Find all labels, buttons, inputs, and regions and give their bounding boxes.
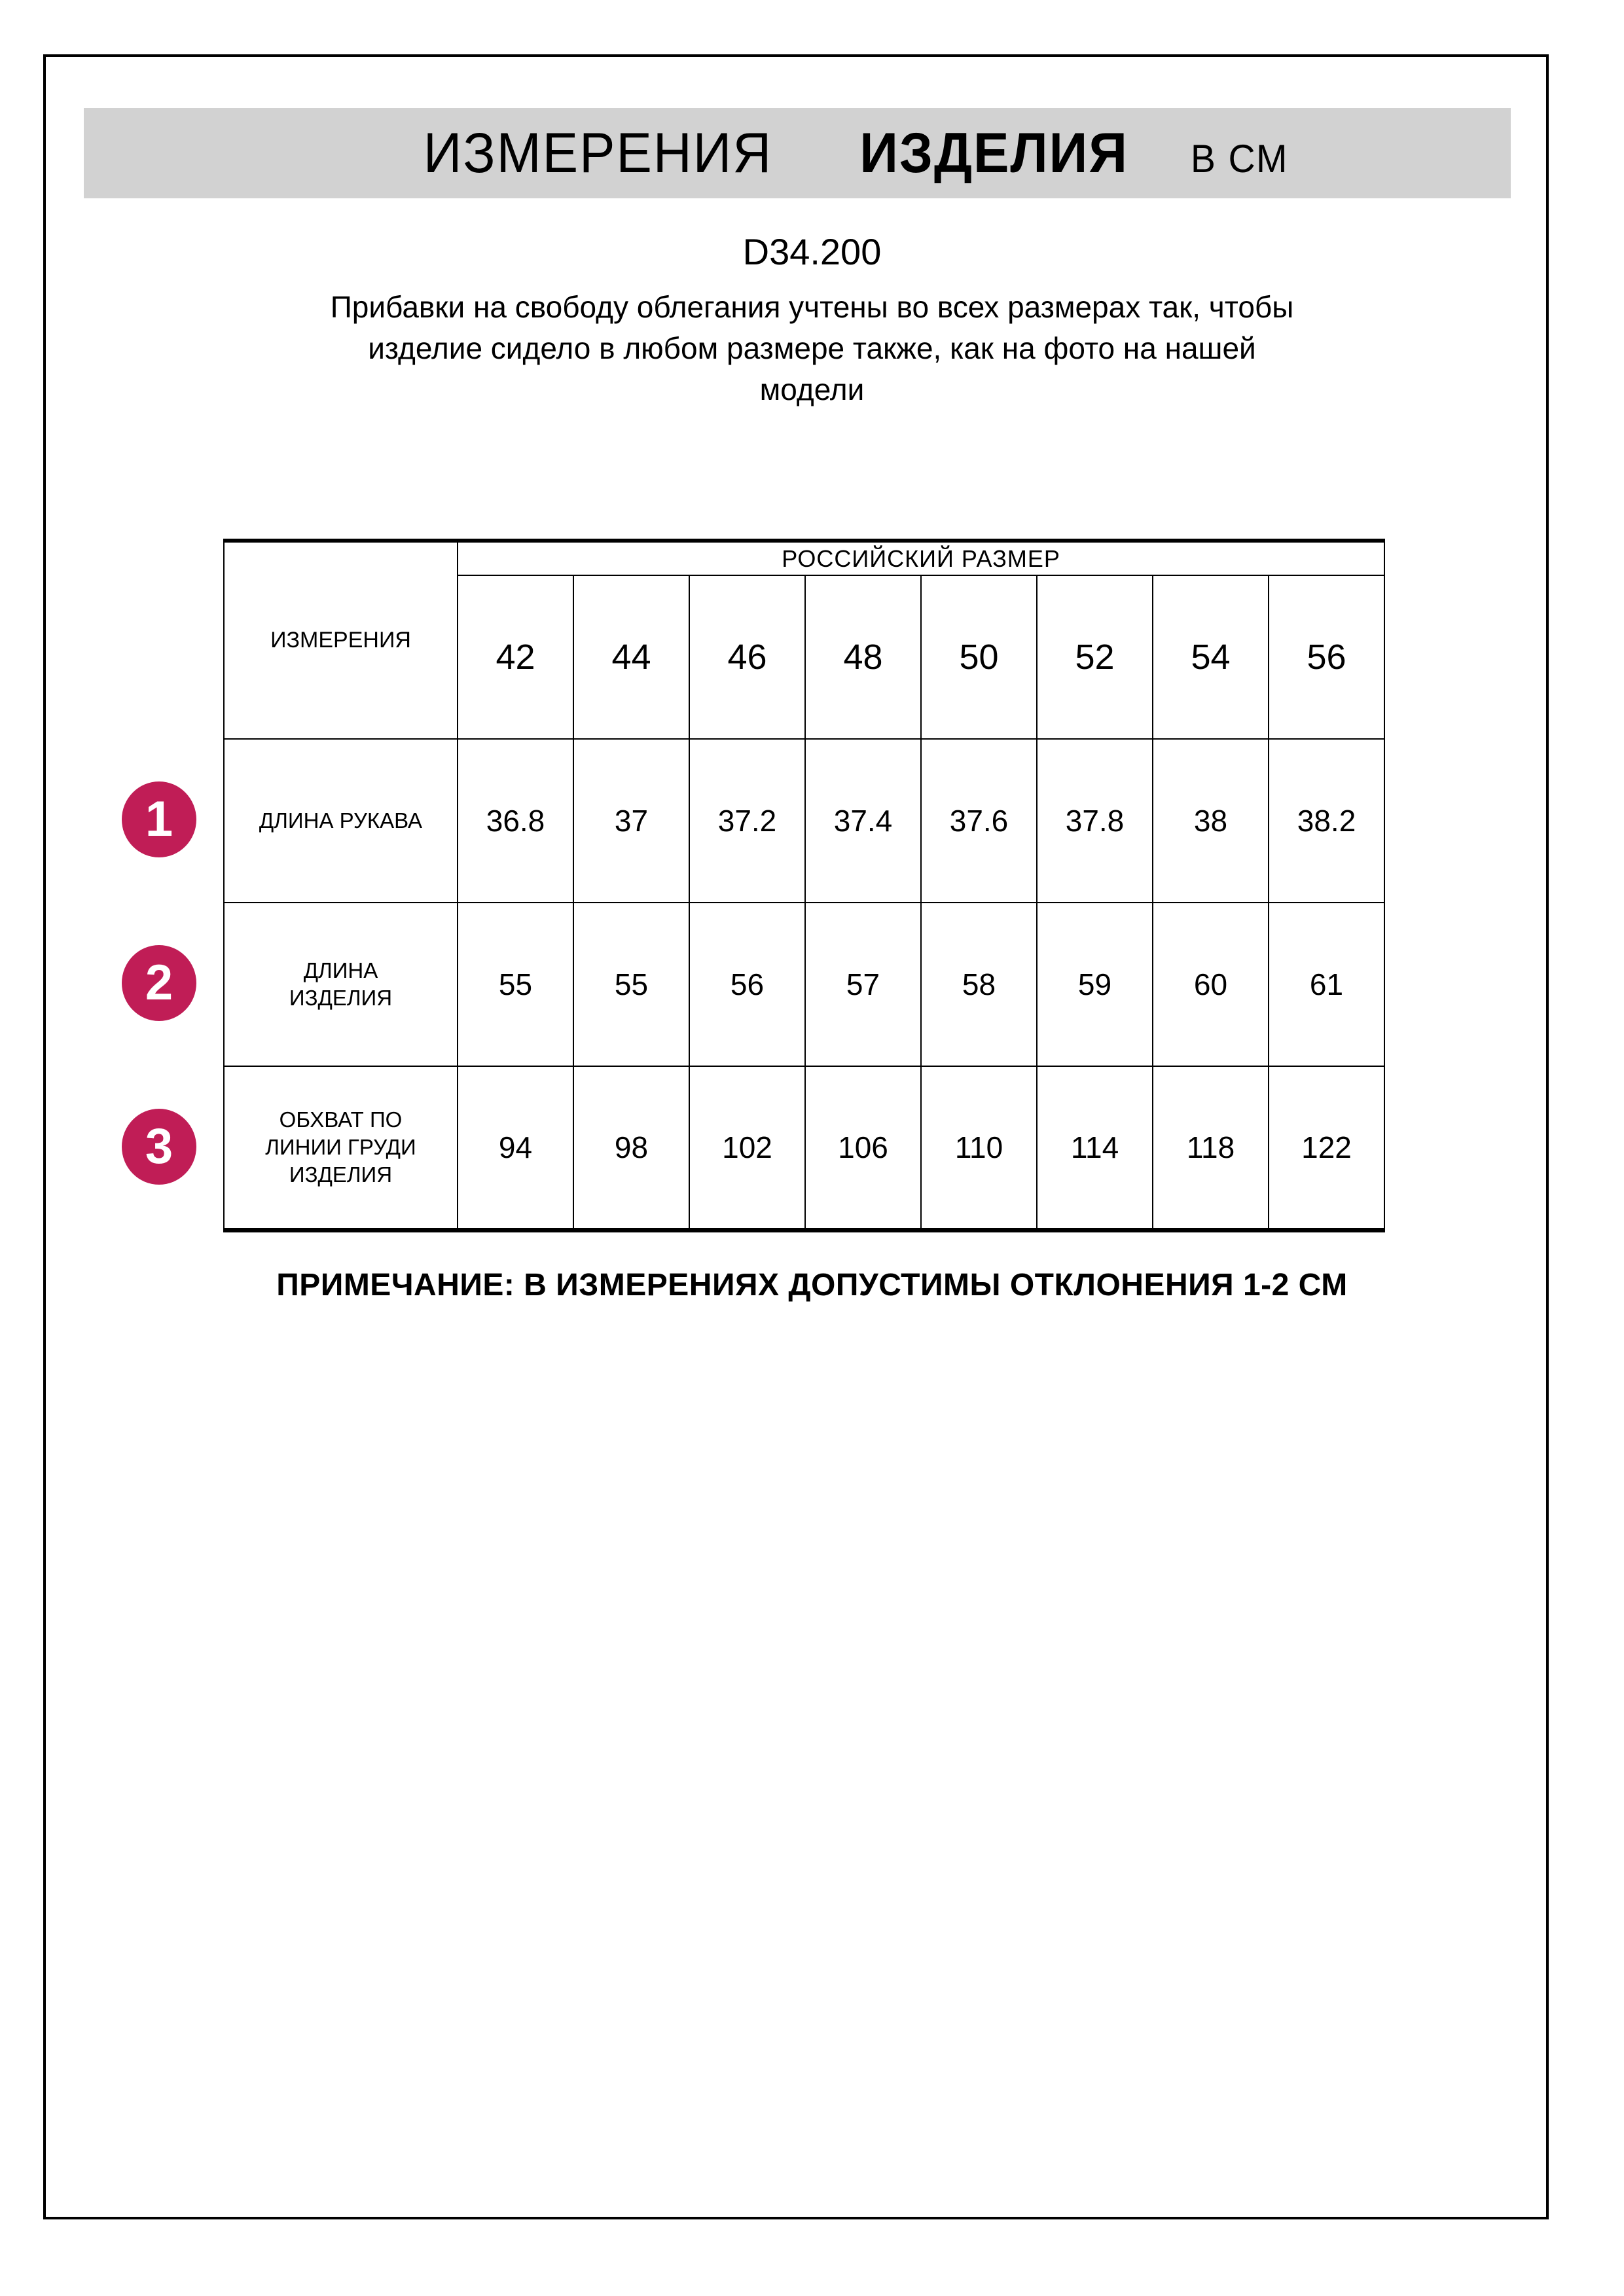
- measurement-value: 38: [1153, 739, 1269, 903]
- table-row-chest-girth: [224, 1066, 1384, 1230]
- row-label: ДЛИНА ИЗДЕЛИЯ: [224, 903, 458, 1066]
- measurement-value: 36.8: [458, 739, 573, 903]
- product-code: D34.200: [742, 231, 882, 272]
- size-column-header: 54: [1153, 575, 1269, 739]
- measurement-value: 57: [805, 903, 921, 1066]
- size-column-header: 44: [573, 575, 689, 739]
- measurement-value: 106: [805, 1066, 921, 1230]
- size-column-header: 56: [1269, 575, 1384, 739]
- measurement-value: 98: [573, 1066, 689, 1230]
- measurement-value: 37.6: [921, 739, 1037, 903]
- measurement-value: 59: [1037, 903, 1153, 1066]
- size-column-header: 48: [805, 575, 921, 739]
- measurement-value: 114: [1037, 1066, 1153, 1230]
- measurement-value: 56: [689, 903, 805, 1066]
- row-label: ОБХВАТ ПО ЛИНИИ ГРУДИ ИЗДЕЛИЯ: [224, 1066, 458, 1230]
- measurement-value: 37.2: [689, 739, 805, 903]
- measurement-value: 55: [573, 903, 689, 1066]
- measurement-value: 122: [1269, 1066, 1384, 1230]
- measurement-value: 60: [1153, 903, 1269, 1066]
- description: Прибавки на свободу облегания учтены во всех размерах так, чтобы изделие сидело в любом размере также, как на фото на нашей модели: [330, 290, 1294, 406]
- title-band: [84, 108, 1511, 198]
- measurement-value: 110: [921, 1066, 1037, 1230]
- measurement-value: 37.4: [805, 739, 921, 903]
- title-word-measurements: ИЗМЕРЕНИЯ: [424, 122, 773, 185]
- row-number-badge-1: 1: [122, 781, 196, 857]
- table-row-sleeve-length: [224, 739, 1384, 903]
- table-group-header-row: [224, 541, 1384, 575]
- measurement-value: 118: [1153, 1066, 1269, 1230]
- measurement-value: 94: [458, 1066, 573, 1230]
- size-column-header: 46: [689, 575, 805, 739]
- row-label: ДЛИНА РУКАВА: [224, 739, 458, 903]
- measurement-value: 58: [921, 903, 1037, 1066]
- note: ПРИМЕЧАНИЕ: В ИЗМЕРЕНИЯХ ДОПУСТИМЫ ОТКЛОНЕНИЯ 1-2 СМ: [276, 1268, 1348, 1302]
- corner-header: ИЗМЕРЕНИЯ: [224, 541, 458, 739]
- title-unit-cm: В СМ: [1191, 137, 1289, 181]
- measurement-value: 37: [573, 739, 689, 903]
- measurement-value: 37.8: [1037, 739, 1153, 903]
- size-column-header: 50: [921, 575, 1037, 739]
- row-number-badge-3: 3: [122, 1109, 196, 1185]
- title-word-product: ИЗДЕЛИЯ: [859, 122, 1129, 185]
- size-column-header: 42: [458, 575, 573, 739]
- measurement-value: 38.2: [1269, 739, 1384, 903]
- measurement-value: 55: [458, 903, 573, 1066]
- table-row-item-length: [224, 903, 1384, 1066]
- page-title: [424, 108, 1289, 215]
- row-number-badge-2: 2: [122, 945, 196, 1021]
- size-column-header: 52: [1037, 575, 1153, 739]
- measurement-value: 61: [1269, 903, 1384, 1066]
- russian-size-group-header: РОССИЙСКИЙ РАЗМЕР: [458, 541, 1384, 575]
- size-table: [223, 539, 1385, 1232]
- measurement-value: 102: [689, 1066, 805, 1230]
